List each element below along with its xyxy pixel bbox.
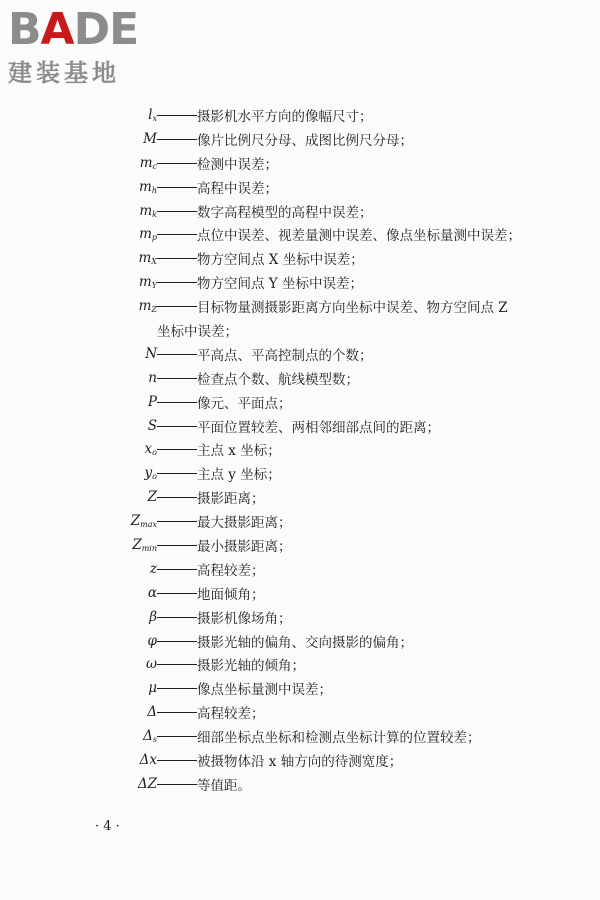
symbol-description-continued: 坐标中误差； bbox=[157, 323, 238, 340]
em-dash bbox=[157, 187, 197, 188]
symbol: $m_k$ bbox=[139, 202, 157, 219]
symbol: M bbox=[143, 130, 157, 147]
symbol-entry bbox=[0, 581, 600, 605]
symbol-entry bbox=[0, 676, 600, 700]
symbol-entry bbox=[0, 414, 600, 438]
em-dash bbox=[157, 449, 197, 450]
symbol-entry bbox=[0, 533, 600, 557]
em-dash bbox=[157, 569, 197, 570]
symbol-description: 等值距。 bbox=[197, 777, 251, 794]
logo-subtitle: 建装基地 bbox=[8, 59, 120, 87]
symbol-entry bbox=[0, 437, 600, 461]
em-dash bbox=[157, 115, 197, 116]
symbol: S bbox=[147, 417, 157, 434]
symbol: $m_p$ bbox=[139, 226, 157, 243]
em-dash bbox=[157, 521, 197, 522]
symbol: α bbox=[147, 584, 157, 601]
em-dash bbox=[157, 211, 197, 212]
em-dash bbox=[157, 139, 197, 140]
symbol: $y_o$ bbox=[144, 465, 157, 482]
symbol-description: 高程较差； bbox=[197, 562, 265, 579]
symbol: φ bbox=[147, 632, 157, 649]
em-dash bbox=[157, 306, 197, 307]
symbol-entry bbox=[0, 772, 600, 796]
em-dash bbox=[157, 402, 197, 403]
symbol-description: 地面倾角； bbox=[197, 586, 265, 603]
em-dash bbox=[157, 688, 197, 689]
em-dash bbox=[157, 258, 197, 259]
symbol-list bbox=[0, 103, 600, 796]
symbol: P bbox=[147, 393, 157, 410]
symbol: Δx bbox=[139, 751, 157, 768]
bade-logo bbox=[8, 4, 178, 90]
symbol-entry bbox=[0, 222, 600, 246]
symbol-entry bbox=[0, 557, 600, 581]
em-dash bbox=[157, 760, 197, 761]
symbol-entry bbox=[0, 103, 600, 127]
symbol-description: 摄影光轴的倾角； bbox=[197, 658, 305, 675]
symbol-entry bbox=[0, 175, 600, 199]
symbol-entry bbox=[0, 342, 600, 366]
em-dash bbox=[157, 617, 197, 618]
symbol: μ bbox=[148, 680, 157, 697]
symbol-description: 细部坐标点坐标和检测点坐标计算的位置较差； bbox=[197, 730, 481, 747]
symbol: $m_h$ bbox=[139, 178, 157, 195]
symbol-entry bbox=[0, 629, 600, 653]
symbol-description: 点位中误差、视差量测中误差、像点坐标量测中误差； bbox=[197, 228, 521, 245]
symbol-description: 摄影光轴的偏角、交向摄影的偏角； bbox=[197, 634, 413, 651]
symbol: N bbox=[145, 345, 157, 362]
symbol-entry bbox=[0, 366, 600, 390]
em-dash bbox=[157, 664, 197, 665]
symbol-description: 像元、平面点； bbox=[197, 395, 292, 412]
em-dash bbox=[157, 712, 197, 713]
em-dash bbox=[157, 497, 197, 498]
symbol-entry bbox=[0, 151, 600, 175]
em-dash bbox=[157, 736, 197, 737]
symbol-description: 平高点、平高控制点的个数； bbox=[197, 347, 373, 364]
symbol-entry bbox=[0, 700, 600, 724]
symbol-description: 物方空间点 Y 坐标中误差； bbox=[197, 276, 363, 293]
symbol: Δ bbox=[147, 704, 157, 721]
symbol-description: 数字高程模型的高程中误差； bbox=[197, 204, 373, 221]
symbol-description: 高程较差； bbox=[197, 706, 265, 723]
symbol-description: 最小摄影距离； bbox=[197, 538, 292, 555]
symbol: $m_X$ bbox=[138, 250, 157, 267]
symbol-entry bbox=[0, 199, 600, 223]
symbol: $Z_{max}$ bbox=[130, 513, 157, 530]
symbol-description: 被摄物体沿 x 轴方向的待测宽度； bbox=[197, 753, 403, 770]
em-dash bbox=[157, 426, 197, 427]
symbol: $m_Z$ bbox=[138, 298, 157, 315]
em-dash bbox=[157, 234, 197, 235]
symbol-description: 物方空间点 X 坐标中误差； bbox=[197, 252, 364, 269]
symbol: ΔZ bbox=[137, 775, 157, 792]
symbol: $Z_{min}$ bbox=[132, 536, 157, 553]
symbol-entry bbox=[0, 246, 600, 270]
symbol-entry bbox=[0, 748, 600, 772]
em-dash bbox=[157, 282, 197, 283]
symbol-description: 平面位置较差、两相邻细部点间的距离； bbox=[197, 419, 440, 436]
symbol-entry bbox=[0, 724, 600, 748]
symbol-description: 最大摄影距离； bbox=[197, 515, 292, 532]
page-number: · 4 · bbox=[95, 819, 120, 834]
symbol-description: 摄影距离； bbox=[197, 491, 265, 508]
em-dash bbox=[157, 473, 197, 474]
symbol: n bbox=[148, 369, 157, 386]
symbol-description: 摄影机像场角； bbox=[197, 610, 292, 627]
symbol-entry bbox=[0, 461, 600, 485]
symbol: $m_Y$ bbox=[138, 274, 157, 291]
symbol-description: 检测中误差； bbox=[197, 156, 278, 173]
symbol-entry bbox=[0, 127, 600, 151]
symbol-description: 目标物量测摄影距离方向坐标中误差、物方空间点 Z bbox=[197, 300, 508, 317]
symbol-entry bbox=[0, 652, 600, 676]
symbol-description: 摄影机水平方向的像幅尺寸； bbox=[197, 108, 373, 125]
symbol: Z bbox=[147, 489, 157, 506]
symbol-entry bbox=[0, 390, 600, 414]
em-dash bbox=[157, 378, 197, 379]
symbol: z bbox=[149, 560, 157, 577]
symbol: $l_x$ bbox=[148, 106, 157, 123]
em-dash bbox=[157, 545, 197, 546]
em-dash bbox=[157, 641, 197, 642]
symbol: β bbox=[149, 608, 157, 625]
em-dash bbox=[157, 354, 197, 355]
symbol-entry bbox=[0, 270, 600, 294]
em-dash bbox=[157, 593, 197, 594]
symbol-entry bbox=[0, 485, 600, 509]
symbol-entry bbox=[0, 509, 600, 533]
symbol-description: 主点 y 坐标； bbox=[197, 467, 281, 484]
logo-wordmark: BADE bbox=[8, 4, 139, 55]
symbol-description: 检查点个数、航线模型数； bbox=[197, 371, 359, 388]
symbol-entry bbox=[0, 605, 600, 629]
symbol: $\Delta_s$ bbox=[143, 728, 157, 745]
em-dash bbox=[157, 163, 197, 164]
symbol-description: 像片比例尺分母、成图比例尺分母； bbox=[197, 132, 413, 149]
symbol: $m_c$ bbox=[139, 154, 157, 171]
symbol-description: 高程中误差； bbox=[197, 180, 278, 197]
symbol: ω bbox=[145, 656, 157, 673]
symbol-description: 像点坐标量测中误差； bbox=[197, 682, 332, 699]
symbol: $x_o$ bbox=[144, 441, 157, 458]
em-dash bbox=[157, 784, 197, 785]
symbol-entry bbox=[0, 294, 600, 318]
symbol-description: 主点 x 坐标； bbox=[197, 443, 281, 460]
